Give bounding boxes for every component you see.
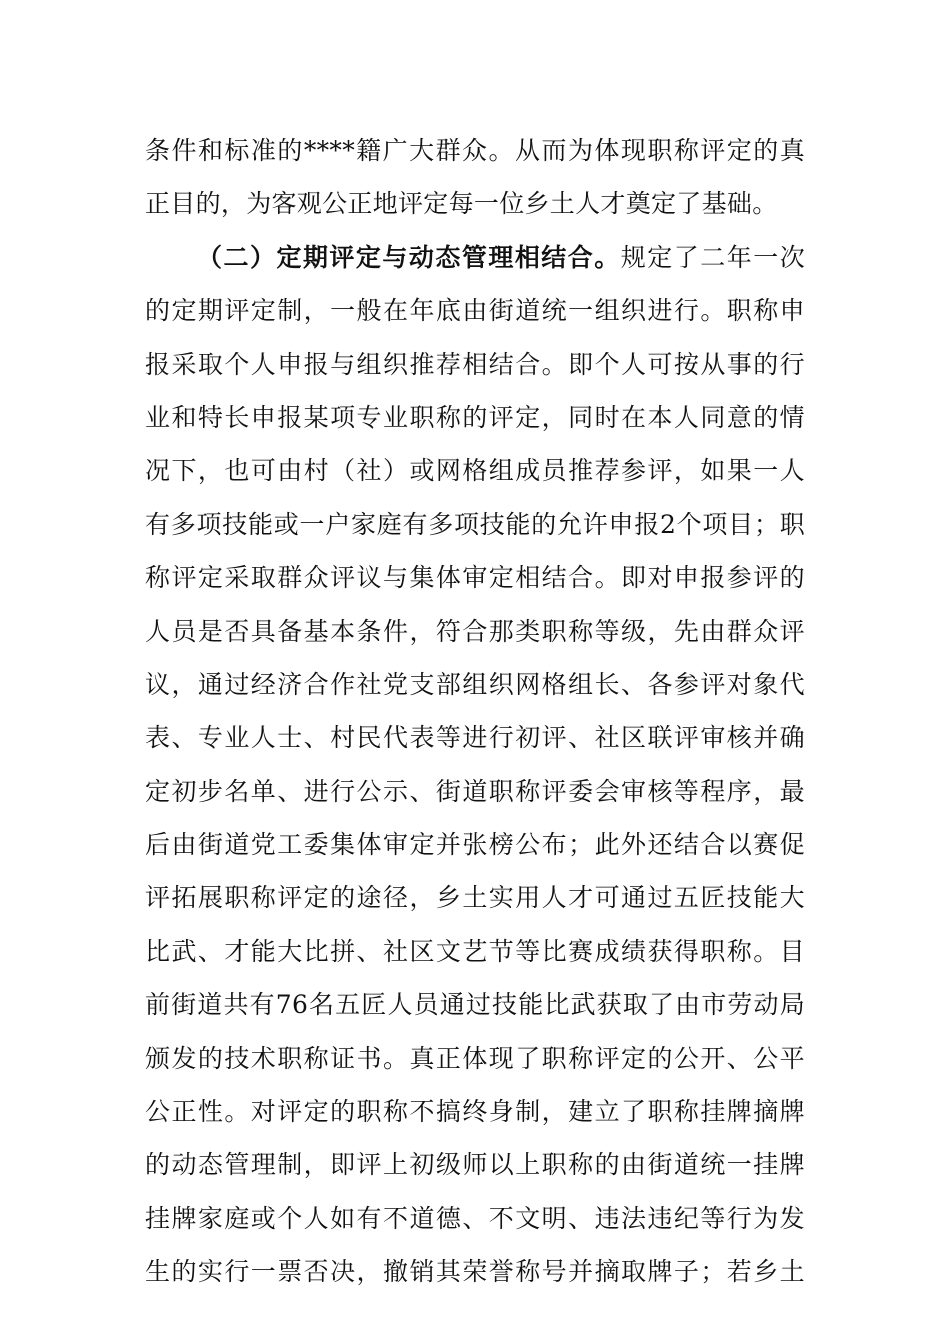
text-line: 议，通过经济合作社党支部组织网格组长、各参评对象代 (145, 669, 805, 699)
text-line: 业和特长申报某项专业职称的评定，同时在本人同意的情 (145, 402, 805, 432)
text-line: 正目的，为客观公正地评定每一位乡土人才奠定了基础。 (145, 189, 778, 219)
document-page (145, 124, 805, 1299)
text-line: 公正性。对评定的职称不搞终身制，建立了职称挂牌摘牌 (145, 1097, 805, 1127)
text-line: 有多项技能或一户家庭有多项技能的允许申报2个项目；职 (145, 509, 805, 539)
text-line: 的动态管理制，即评上初级师以上职称的由街道统一挂牌 (145, 1150, 805, 1180)
text-line: 评拓展职称评定的途径，乡土实用人才可通过五匠技能大 (145, 883, 805, 913)
text-line: 颁发的技术职称证书。真正体现了职称评定的公开、公平 (145, 1043, 805, 1073)
text-line: 挂牌家庭或个人如有不道德、不文明、违法违纪等行为发 (145, 1203, 805, 1233)
text-line: 条件和标准的****籍广大群众。从而为体现职称评定的真 (145, 136, 805, 165)
text-line: 比武、才能大比拼、社区文艺节等比赛成绩获得职称。目 (145, 936, 805, 966)
text-line: 称评定采取群众评议与集体审定相结合。即对申报参评的 (145, 563, 805, 593)
paragraph-2 (145, 231, 805, 1299)
text-line: 表、专业人士、村民代表等进行初评、社区联评审核并确 (145, 723, 805, 753)
text-line: 定初步名单、进行公示、街道职称评委会审核等程序，最 (145, 776, 805, 806)
text-line: 人员是否具备基本条件，符合那类职称等级，先由群众评 (145, 616, 805, 646)
paragraph-1 (145, 124, 805, 231)
text-line: 的定期评定制，一般在年底由街道统一组织进行。职称申 (145, 296, 805, 326)
heading-line-rest: 规定了二年一次 (620, 242, 805, 272)
text-line: 生的实行一票否决，撤销其荣誉称号并摘取牌子；若乡土 (145, 1257, 805, 1287)
text-line: 前街道共有76名五匠人员通过技能比武获取了由市劳动局 (145, 990, 805, 1020)
text-line: 况下，也可由村（社）或网格组成员推荐参评，如果一人 (145, 456, 805, 486)
text-line: 后由街道党工委集体审定并张榜公布；此外还结合以赛促 (145, 830, 805, 860)
text-line: 报采取个人申报与组织推荐相结合。即个人可按从事的行 (145, 349, 805, 379)
text-line-with-heading (145, 231, 805, 284)
section-heading: （二）定期评定与动态管理相结合。 (197, 242, 621, 272)
